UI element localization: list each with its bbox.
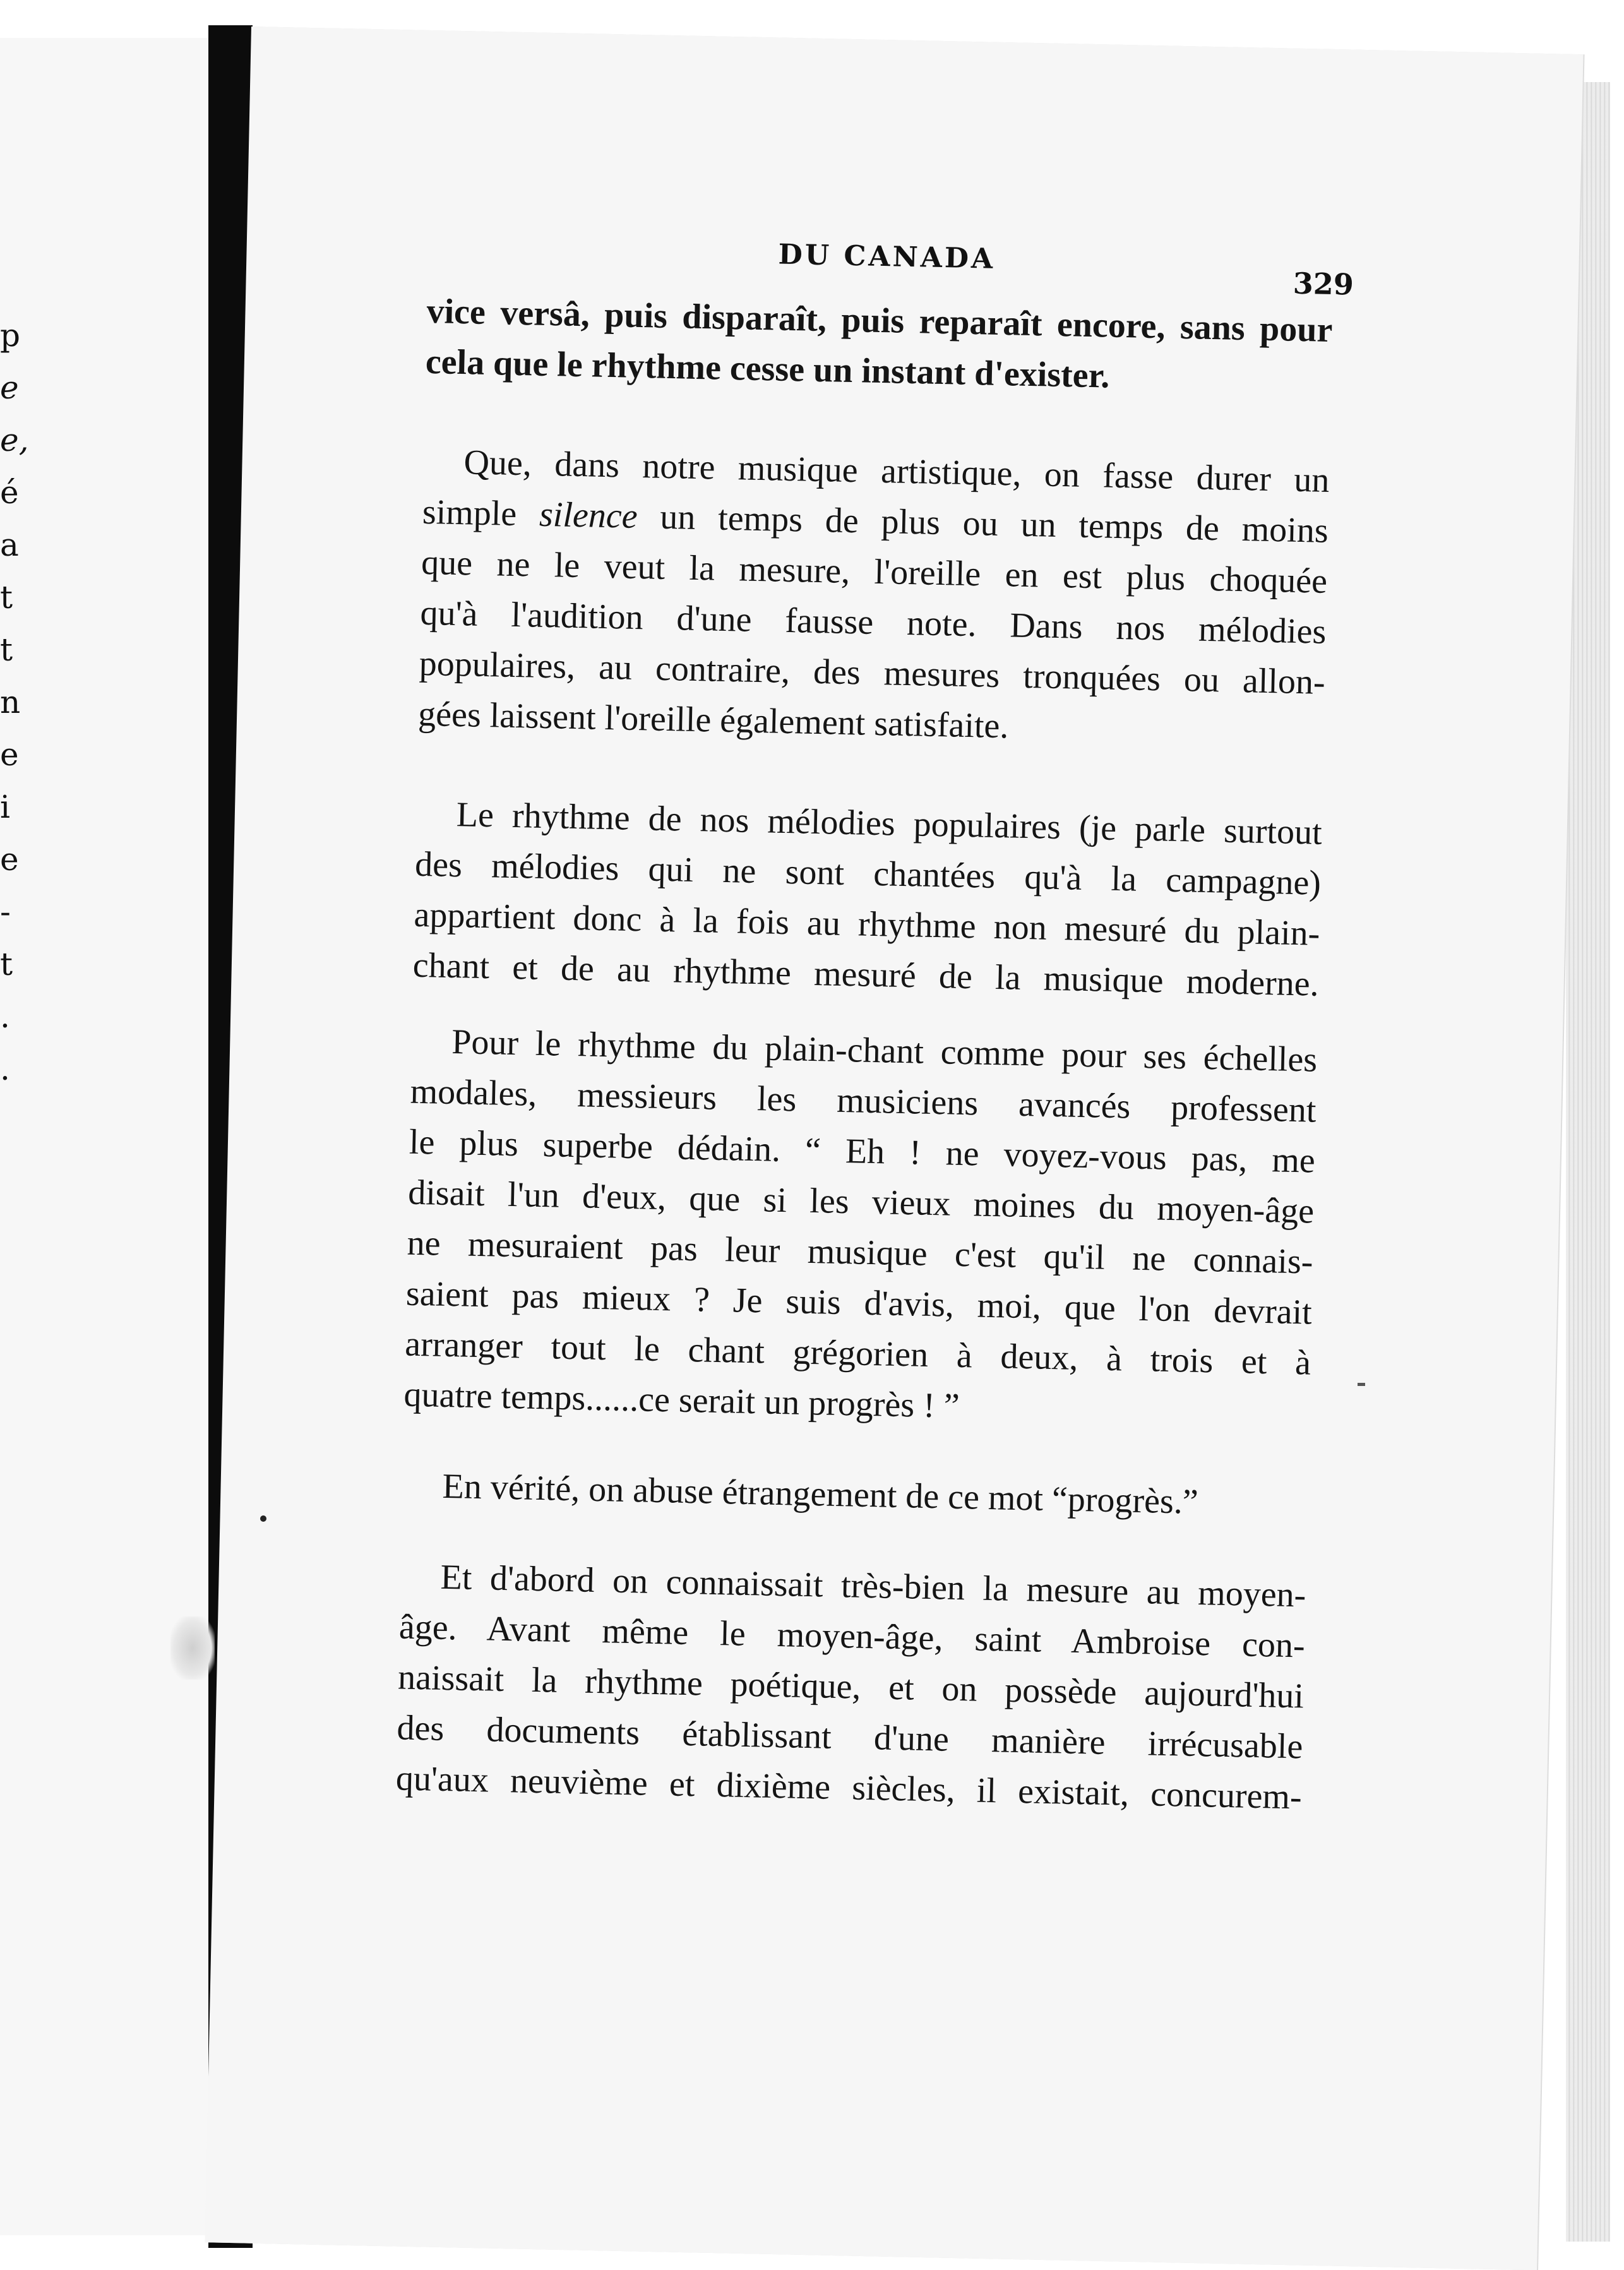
- left-letter: t: [0, 579, 13, 616]
- paragraph-3: [412, 789, 1322, 1010]
- left-letter: i: [0, 789, 10, 825]
- text-line: âge. Avant même le moyen-âge, saint Ambroise con-: [398, 1607, 1306, 1666]
- left-page-fragment: [0, 38, 208, 2235]
- text-line: ne mesuraient pas leur musique c'est qu'il ne connais-: [407, 1223, 1314, 1282]
- text-line: Pour le rhythme du plain-chant comme pour ses échelles: [451, 1022, 1318, 1080]
- paragraph-5: [402, 1461, 1308, 1530]
- main-page: [205, 27, 1583, 2270]
- left-letter: p: [0, 317, 21, 354]
- left-letter: é: [0, 474, 19, 511]
- ink-speck: [1358, 1383, 1365, 1386]
- left-letter: e: [0, 736, 19, 773]
- left-page-letters: [0, 309, 29, 1096]
- left-letter: .: [0, 998, 10, 1035]
- paragraph-1: [425, 286, 1333, 406]
- text-line: disait l'un d'eux, que si les vieux moines du moyen-âge: [407, 1173, 1315, 1231]
- text-line: le plus superbe dédain. “ Eh ! ne voyez-vous pas, me: [409, 1122, 1316, 1181]
- scan-smudge: [170, 1616, 215, 1680]
- text-line: chant et de au rhythme mesuré de la musique moderne.: [412, 945, 1320, 1004]
- left-letter: a: [0, 527, 19, 563]
- left-letter: e,: [0, 422, 29, 458]
- body-text: [395, 286, 1333, 1823]
- left-letter: .: [0, 1051, 10, 1087]
- text-line: gées laissent l'oreille également satisfaite.: [417, 694, 1009, 746]
- ink-speck: [260, 1515, 266, 1522]
- left-letter: t: [0, 946, 13, 983]
- text-line: arranger tout le chant grégorien à deux, à trois et à: [404, 1324, 1311, 1383]
- text-line: Le rhythme de nos mélodies populaires (je parle surtout: [456, 795, 1323, 852]
- text-line: cela que le rhythme cesse un instant d'exister.: [425, 342, 1110, 396]
- text-line: simple silence un temps de plus ou un temps de moins: [422, 492, 1329, 551]
- left-letter: e: [0, 841, 19, 878]
- text-line: saient pas mieux ? Je suis d'avis, moi, que l'on devrait: [405, 1274, 1313, 1332]
- left-letter: t: [0, 631, 13, 668]
- text-line: modales, messieurs les musiciens avancés professent: [410, 1072, 1317, 1130]
- paragraph-4: [403, 1016, 1318, 1439]
- running-head: DU CANADA: [778, 238, 996, 275]
- left-letter: -: [0, 893, 11, 930]
- text-line: naissait la rhythme poétique, et on possède aujourd'hui: [397, 1658, 1305, 1716]
- page-number: 329: [1293, 266, 1354, 302]
- left-letter: e: [0, 369, 19, 406]
- left-letter: n: [0, 684, 21, 720]
- text-line: vice versâ, puis disparaît, puis reparaît encore, sans pour: [426, 291, 1333, 350]
- text-line: Et d'abord on connaissait très-bien la mesure au moyen-: [439, 1557, 1306, 1615]
- text-line: populaires, au contraire, des mesures tronquées ou allon-: [419, 643, 1326, 702]
- paragraph-6: [395, 1551, 1306, 1822]
- text-line: des mélodies qui ne sont chantées qu'à la campagne): [414, 844, 1322, 903]
- italic-word: silence: [539, 494, 638, 536]
- text-line: appartient donc à la fois au rhythme non mesuré du plain-: [413, 895, 1320, 953]
- text-line: qu'à l'audition d'une fausse note. Dans nos mélodies: [419, 593, 1327, 652]
- text-line: que ne le veut la mesure, l'oreille en est plus choquée: [421, 542, 1328, 601]
- text-line: qu'aux neuvième et dixième siècles, il existait, concurem-: [395, 1759, 1303, 1817]
- text-line: En vérité, on abuse étrangement de ce mot “progrès.”: [442, 1466, 1199, 1522]
- text-line: des documents établissant d'une manière irrécusable: [396, 1708, 1303, 1767]
- text-line: quatre temps......ce serait un progrès ! ”: [403, 1375, 960, 1426]
- paragraph-2: [417, 436, 1330, 758]
- text-line: Que, dans notre musique artistique, on fasse durer un: [463, 443, 1330, 500]
